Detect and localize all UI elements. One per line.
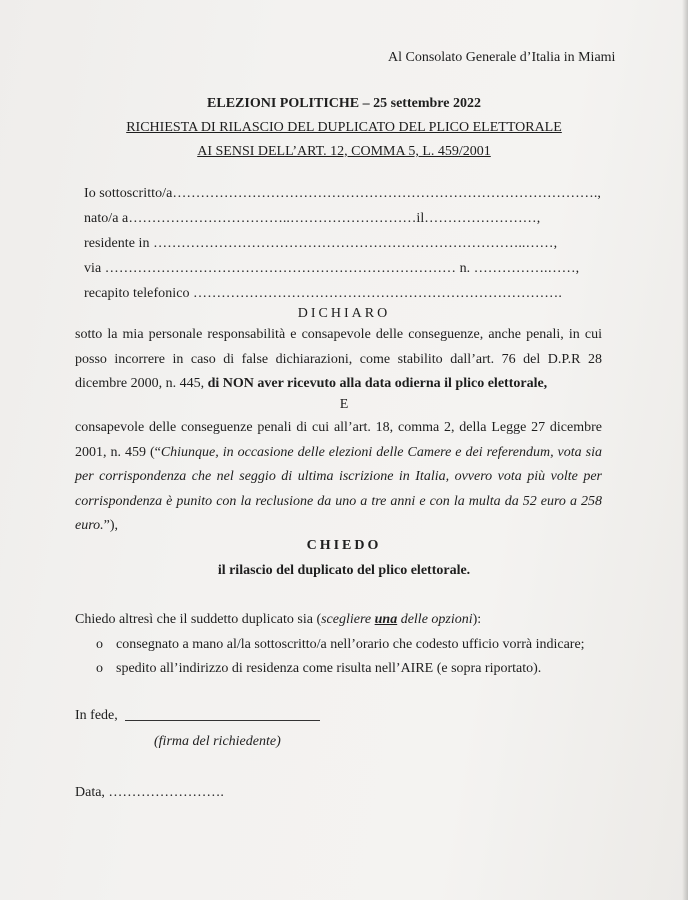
declaration-text: sotto la mia personale responsabilità e consapevole delle conseguenze, anche penali, in cui posso incorrere in caso di false dichiarazioni, come stabilito dall’art. 76 del D.P.R 28 dicembre 2000, n. 445,: [75, 327, 602, 391]
dichiaro-heading: DICHIARO: [297, 306, 391, 321]
birthplace-field[interactable]: nato/a a……………………………..………………………il……………………,: [84, 211, 541, 226]
options-intro-prefix: Chiedo altresì che il suddetto duplicato sia (: [75, 612, 322, 627]
option-hand-delivery[interactable]: [96, 637, 585, 653]
option-label: consegnato a mano al/la sottoscritto/a nell’orario che codesto ufficio vorrà indicare;: [116, 637, 585, 652]
signature-label: In fede,: [75, 708, 118, 723]
conjunction-e: E: [339, 397, 349, 412]
radio-circle-icon[interactable]: o: [96, 661, 103, 676]
penalty-text: consapevole delle conseguenze penali di cui all’art. 18, comma 2, della Legge 27 dicembre 2001, n. 459 (“: [75, 420, 602, 460]
chiedo-subheading: il rilascio del duplicato del plico elettorale.: [217, 563, 471, 578]
radio-circle-icon[interactable]: o: [96, 637, 103, 652]
options-intro: [75, 612, 481, 628]
date-field[interactable]: Data, …………………….: [75, 785, 224, 800]
options-intro-suffix: ):: [472, 612, 482, 627]
option-mail-delivery[interactable]: [96, 661, 541, 677]
phone-field[interactable]: recapito telefonico …………………………………………………………………….: [84, 286, 562, 301]
penalty-paragraph: [75, 416, 602, 539]
options-intro-italic: scegliere: [321, 612, 375, 627]
options-intro-emphasis: una: [374, 612, 398, 627]
document-subtitle-line-2: AI SENSI DELL’ART. 12, COMMA 5, L. 459/2001: [197, 144, 491, 159]
document-subtitle-line-1: RICHIESTA DI RILASCIO DEL DUPLICATO DEL PLICO ELETTORALE: [126, 120, 562, 135]
signature-line[interactable]: [125, 720, 320, 721]
declaration-bold-text: di NON aver ricevuto alla data odierna il plico elettorale,: [207, 376, 548, 391]
recipient-line: Al Consolato Generale d’Italia in Miami: [388, 50, 616, 65]
chiedo-heading: CHIEDO: [306, 538, 382, 553]
options-intro-italic-2: delle opzioni: [397, 612, 473, 627]
street-field[interactable]: via ………………………………………………………………… n. …………….……,: [84, 261, 580, 276]
option-label: spedito all’indirizzo di residenza come risulta nell’AIRE (e sopra riportato).: [116, 661, 542, 676]
law-quote: Chiunque, in occasione delle elezioni delle Camere e dei referendum, vota sia per corrispondenza che nel seggio di ultima iscrizione in Italia, ovvero vota più volte per corrispondenza è punito con la reclusione da uno a tre anni e con la multa da 52 euro a 258 euro.: [75, 444, 602, 533]
quote-close: ”),: [103, 518, 119, 533]
document-title: ELEZIONI POLITICHE – 25 settembre 2022: [207, 96, 481, 111]
declaration-paragraph: [75, 323, 602, 397]
residence-field[interactable]: residente in ……………………………………………………………………..……,: [84, 236, 558, 251]
signature-caption: (firma del richiedente): [154, 734, 281, 749]
name-field[interactable]: Io sottoscritto/a……………………………………………………………………………….,: [84, 186, 601, 201]
